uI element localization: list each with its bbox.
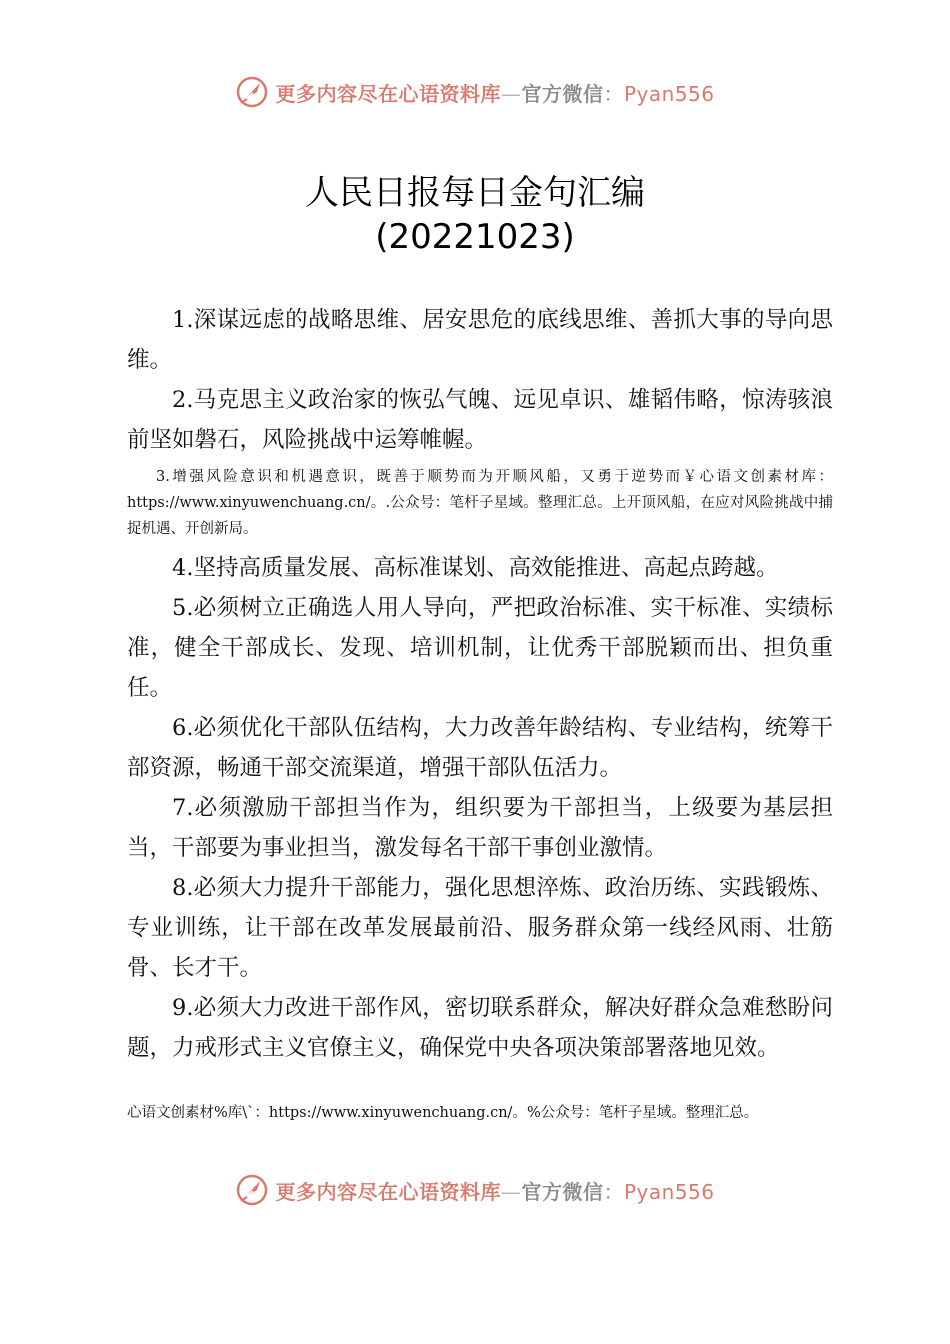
quote-paragraph-1: 1.深谋远虑的战略思维、居安思危的底线思维、善抓大事的导向思维。: [127, 307, 833, 373]
banner-label: 官方微信: [521, 81, 604, 106]
quote-paragraph-8: 8.必须大力提升干部能力，强化思想淬炼、政治历练、实践锻炼、专业训练，让干部在改革发展最前沿、服务群众第一线经风雨、壮筋骨、长才干。: [127, 875, 833, 981]
banner-dash: —: [500, 81, 522, 106]
banner-text: [275, 1176, 714, 1205]
source-note: 心语文创素材%库\`：https://www.xinyuwenchuang.cn/。%公众号：笔杆子星域。整理汇总。: [127, 1105, 759, 1121]
document-body: [127, 300, 833, 1068]
banner-separator: ：: [603, 1179, 624, 1204]
banner-label: 官方微信: [521, 1179, 604, 1204]
quote-paragraph-5: 5.必须树立正确选人用人导向，严把政治标准、实干标准、实绩标准，健全干部成长、发现、培训机制，让优秀干部脱颖而出、担负重任。: [127, 595, 833, 701]
footer-banner: [0, 1170, 950, 1210]
banner-wechat-id: Pyan556: [623, 1179, 715, 1204]
banner-text: [275, 78, 714, 107]
quote-paragraph-6: 6.必须优化干部队伍结构，大力改善年龄结构、专业结构，统筹干部资源，畅通干部交流渠道，增强干部队伍活力。: [127, 715, 833, 781]
header-banner: [0, 72, 950, 112]
banner-dash: —: [500, 1179, 522, 1204]
quill-logo-icon: [235, 75, 269, 109]
document-title: 人民日报每日金句汇编: [305, 173, 645, 213]
banner-wechat-id: Pyan556: [623, 81, 715, 106]
quote-paragraph-7: 7.必须激励干部担当作为，组织要为干部担当，上级要为基层担当，干部要为事业担当，激发每名干部干事创业激情。: [127, 795, 833, 861]
banner-site-name: 更多内容尽在心语资料库: [275, 1179, 501, 1204]
quill-logo-icon: [235, 1173, 269, 1207]
quote-paragraph-3: 3.增强风险意识和机遇意识，既善于顺势而为开顺风船，又勇于逆势而￥心语文创素材库：https://www.xinyuwenchuang.cn/。.公众号：笔杆子星域。整理汇总。上开顶风船，在应对风险挑战中捕捉机遇、开创新局。: [127, 469, 833, 537]
quote-paragraph-9: 9.必须大力改进干部作风，密切联系群众，解决好群众急难愁盼问题，力戒形式主义官僚主义，确保党中央各项决策部署落地见效。: [127, 995, 833, 1061]
quote-paragraph-2: 2.马克思主义政治家的恢弘气魄、远见卓识、雄韬伟略，惊涛骇浪前坚如磐石，风险挑战中运筹帷幄。: [127, 387, 833, 453]
quote-paragraph-4: 4.坚持高质量发展、高标准谋划、高效能推进、高起点跨越。: [172, 555, 779, 581]
banner-site-name: 更多内容尽在心语资料库: [275, 81, 501, 106]
banner-separator: ：: [603, 81, 624, 106]
document-date: (20221023): [375, 217, 575, 257]
